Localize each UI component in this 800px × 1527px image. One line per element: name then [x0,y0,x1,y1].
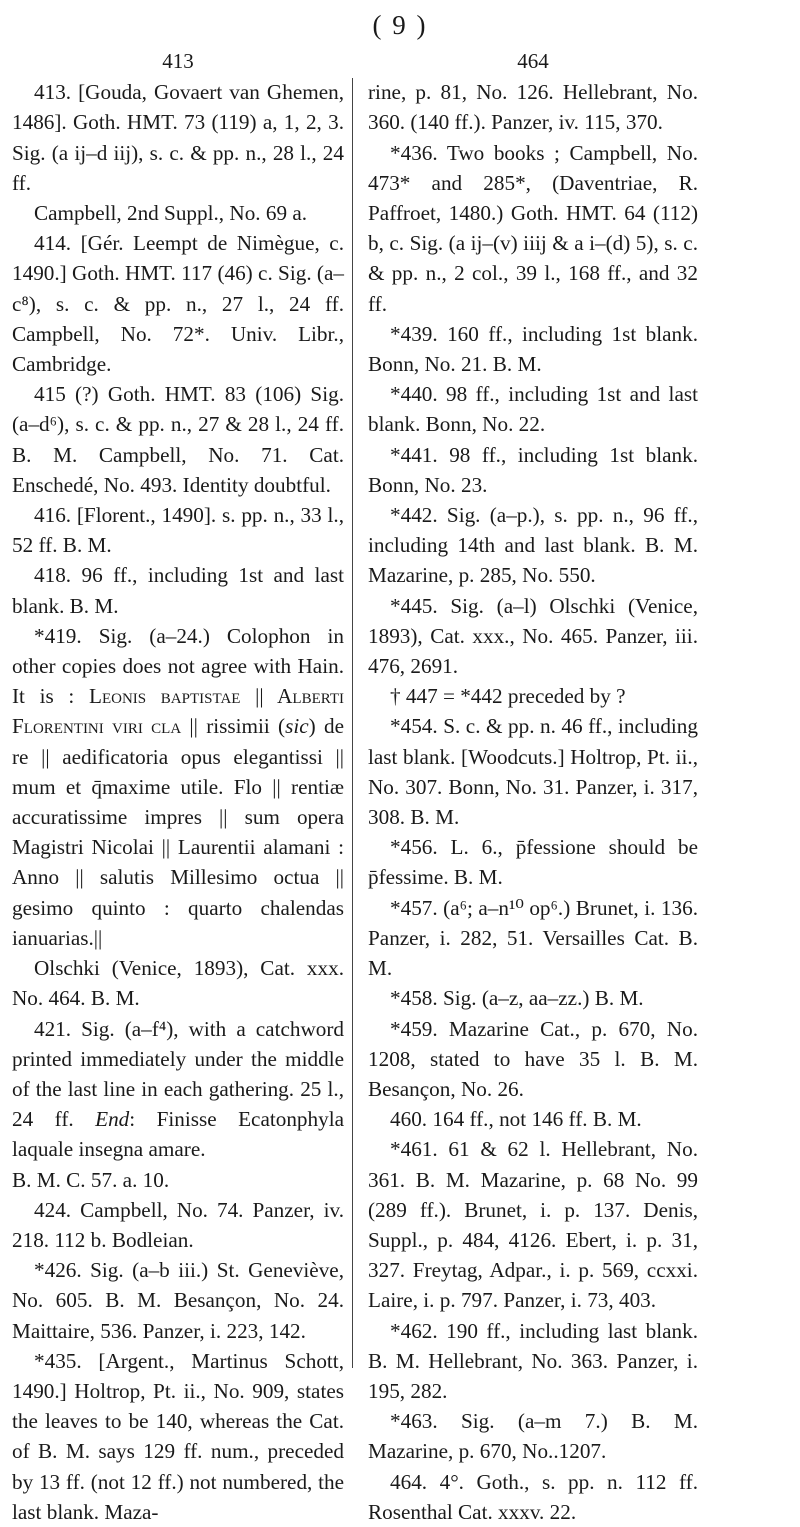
colophon-text-1: rissimii ( [197,714,286,739]
colophon-text-2: ) de re || aedificatoria opus elegantissi || mum et q̄maxime utile. Flo || rentiæ accuratissime impres || sum opera Magistri Nicolai || Laurentii alamani : Anno || salutis Millesimo octua || gesimo quinto : quarto chalendas ianuarias.|| [12,714,344,950]
entry-445: *445. Sig. (a–l) Olschki (Venice, 1893), Cat. xxx., No. 465. Panzer, iii. 476, 2691. [368,593,698,679]
entry-421-text: 421. Sig. (a–f⁴), with a catchword printed immediately under the middle of the last line in each gathering. 25 l., 24 ff. [12,1016,344,1132]
entry-413: 413. [Gouda, Govaert van Ghemen, 1486]. Goth. HMT. 73 (119) a, 1, 2, 3. Sig. (a ij–d iij), s. c. & pp. n., 28 l., 24 ff. [12,80,344,195]
colophon-smallcaps: Leonis baptistae || Alberti Florentini viri cla || [12,684,345,739]
entry-415: 415 (?) Goth. HMT. 83 (106) Sig. (a–d⁶), s. c. & pp. n., 27 & 28 l., 24 ff. B. M. Campbell, No. 71. Cat. Enschedé, No. 493. Identity doubtful. [12,382,344,497]
entry-456: *456. L. 6., p̄fessione should be p̄fessime. B. M. [368,835,698,890]
entry-414: 414. [Gér. Leempt de Nimègue, c. 1490.] Goth. HMT. 117 (46) c. Sig. (a–c⁸), s. c. & pp. n., 27 l., 24 ff. Campbell, No. 72*. Univ. Libr., Cambridge. [12,231,344,377]
entry-442: *442. Sig. (a–p.), s. pp. n., 96 ff., including 14th and last blank. B. M. Mazarine, p. 285, No. 550. [368,503,698,588]
entry-447: † 447 = *442 preceded by ? [390,684,626,709]
left-column-heading: 413 [162,49,194,73]
entry-464: 464. 4°. Goth., s. pp. n. 112 ff. Rosenthal Cat. xxxv. 22. [368,1469,698,1524]
entry-418: 418. 96 ff., including 1st and last blank. B. M. [12,563,344,618]
entry-441: *441. 98 ff., including 1st blank. Bonn, No. 23. [368,442,698,497]
entry-457: *457. (a⁶; a–n¹⁰ op⁶.) Brunet, i. 136. Panzer, i. 282, 51. Versailles Cat. B. M. [368,895,698,981]
entry-440: *440. 98 ff., including 1st and last blank. Bonn, No. 22. [368,382,698,437]
entry-454: *454. S. c. & pp. n. 46 ff., including last blank. [Woodcuts.] Holtrop, Pt. ii., No. 307. Bonn, No. 31. Panzer, i. 317, 308. B. M. [368,714,698,830]
column-divider [352,78,353,1368]
entry-462: *462. 190 ff., including last blank. B. M. Hellebrant, No. 363. Panzer, i. 195, 282. [368,1318,698,1403]
entry-439: *439. 160 ff., including 1st blank. Bonn, No. 21. B. M. [368,321,698,377]
entry-461: *461. 61 & 62 l. Hellebrant, No. 361. B. M. Mazarine, p. 68 No. 99 (289 ff.). Brunet, i. p. 137. Denis, Suppl., p. 484, 4126. Ebert, i. p. 31, 327. Freytag, Adpar., i. p. 569, ccxxi. Laire, i. p. 797. Panzer, i. 73, 403. [368,1137,698,1313]
colophon-sic: sic [285,714,309,739]
entry-426: *426. Sig. (a–b iii.) St. Geneviève, No. 605. B. M. Besançon, No. 24. Maittaire, 536. Panzer, i. 223, 142. [12,1258,344,1343]
entry-436: *436. Two books ; Campbell, No. 473* and 285*, (Daventriae, R. Paffroet, 1480.) Goth. HMT. 64 (112) b, c. Sig. (a ij–(v) iiij & a i–(d) 5), s. c. & pp. n., 2 col., 39 l., 168 ff., and 32 ff. [368,140,698,316]
entry-424: 424. Campbell, No. 74. Panzer, iv. 218. 112 b. Bodleian. [12,1197,344,1252]
entry-463: *463. Sig. (a–m 7.) B. M. Mazarine, p. 670, No..1207. [368,1409,698,1464]
entry-459: *459. Mazarine Cat., p. 670, No. 1208, stated to have 35 l. B. M. Besançon, No. 26. [368,1016,698,1101]
entry-421 [12,1014,344,1165]
entry-419-text: *419. Sig. (a–24.) Colophon in other copies does not agree with Hain. It is : [12,623,344,709]
page-number: ( 9 ) [372,10,428,40]
end-text: : Finisse Ecatonphyla laquale insegna amare. [12,1107,344,1162]
entry-435-cont: rine, p. 81, No. 126. Hellebrant, No. 360. (140 ff.). Panzer, iv. 115, 370. [368,80,698,135]
entry-416: 416. [Florent., 1490]. s. pp. n., 33 l., 52 ff. B. M. [12,503,344,558]
entry-419 [12,621,344,953]
entry-421-ref: B. M. C. 57. a. 10. [12,1167,170,1192]
end-label: End [95,1107,130,1132]
left-column [12,46,344,1527]
entry-435: *435. [Argent., Martinus Schott, 1490.] Holtrop, Pt. ii., No. 909, states the leaves to be 140, whereas the Cat. of B. M. says 129 ff. num., preceded by 13 ff. (not 12 ff.) not numbered, the last blank. Maza- [12,1348,344,1524]
right-column-heading: 464 [517,49,549,73]
entry-460: 460. 164 ff., not 146 ff. B. M. [390,1107,642,1132]
entry-413-ref: Campbell, 2nd Suppl., No. 69 a. [34,201,308,226]
entry-419-ref: Olschki (Venice, 1893), Cat. xxx. No. 464. B. M. [12,956,344,1011]
right-column [368,46,698,1527]
entry-458: *458. Sig. (a–z, aa–zz.) B. M. [390,986,644,1011]
